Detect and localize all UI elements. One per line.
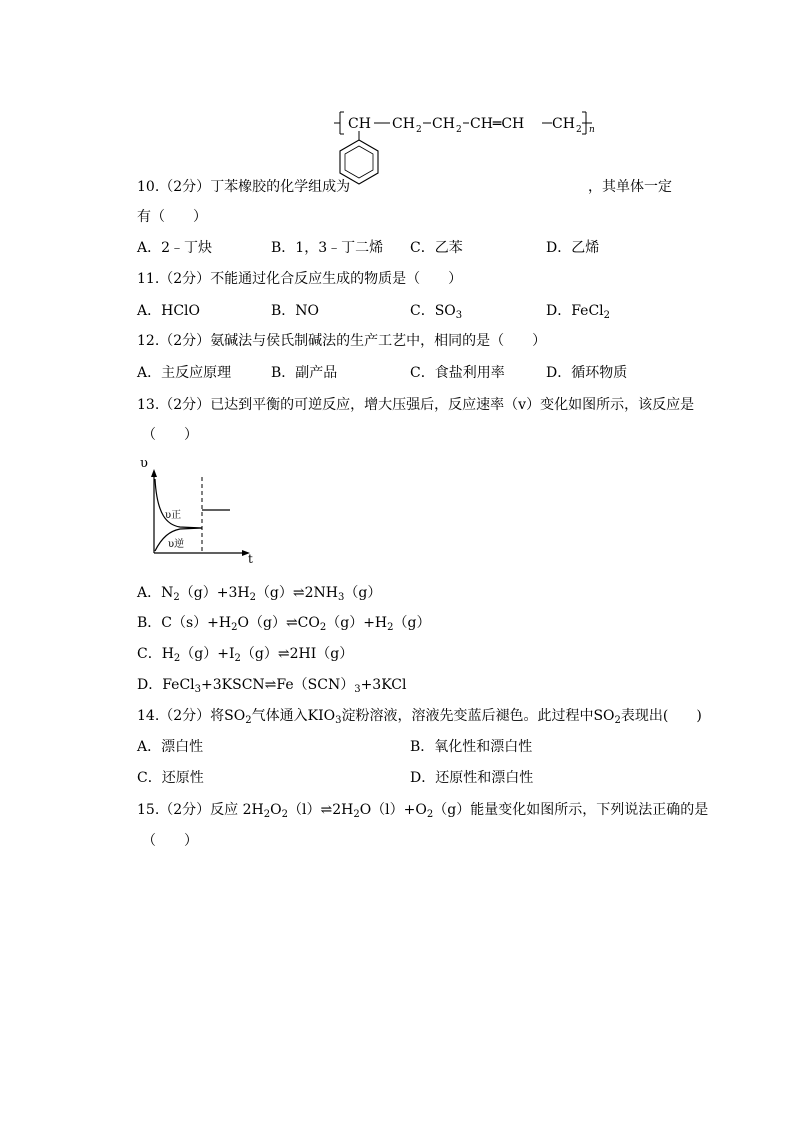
x-axis-label: t: [248, 552, 253, 566]
q10-text-tail: ，其单体一定: [588, 179, 672, 195]
q14-option-b[interactable]: B．氧化性和漂白性: [410, 739, 533, 755]
q10-text-cont: 有（ ）: [137, 209, 207, 225]
q14-stem: 14.（2分）将$SO_2$气体通入$KIO_3$淀粉溶液，溶液先变蓝后褪色。此过程中$SO_2$表现出( ): [137, 708, 702, 726]
q12-option-b[interactable]: B．副产品: [271, 365, 338, 381]
q11-option-d[interactable]: D．FeCl$_2$: [546, 303, 611, 321]
q12-option-a[interactable]: A．主反应原理: [137, 365, 232, 381]
q13-option-b[interactable]: B．$C(s)+H_2O(g)\rightleftharpoons CO_2(g)+H_2(g)$: [137, 615, 431, 633]
q11-option-b[interactable]: B．NO: [271, 303, 320, 319]
y-axis-label: υ: [140, 456, 148, 471]
q14-option-a[interactable]: A．漂白性: [137, 739, 204, 755]
formula-sub-3: 2: [576, 125, 582, 135]
q13-option-a[interactable]: A．$N_2(g)+3H_2(g)\rightleftharpoons 2NH_3(g)$: [137, 585, 382, 603]
q12-score: （2分）: [159, 333, 211, 349]
q13-score: （2分）: [159, 397, 211, 413]
q12-option-c[interactable]: C．食盐利用率: [410, 365, 505, 381]
formula-sub-1: 2: [416, 125, 422, 135]
q10-text: 丁苯橡胶的化学组成为: [210, 179, 351, 195]
q11-number: 11.: [137, 271, 160, 287]
q10-score: （2分）: [159, 179, 211, 195]
formula-ch: CH: [348, 116, 371, 132]
q13-stem: [137, 396, 694, 414]
q10-stem: [137, 178, 350, 196]
q10-number: 10.: [137, 179, 160, 195]
q12-option-d[interactable]: D．循环物质: [546, 365, 628, 381]
q13-option-c[interactable]: C．$H_2(g)+I_2(g)\rightleftharpoons 2HI(g)$: [137, 646, 354, 664]
reverse-rate-label: υ逆: [168, 539, 185, 550]
q12-number: 12.: [137, 333, 160, 349]
q15-stem: 15.（2分）反应 $2H_2O_2(l)\rightleftharpoons 2H_2O(l)+O_2(g)$能量变化如图所示，下列说法正确的是: [137, 802, 709, 820]
forward-rate-label: υ正: [165, 510, 182, 521]
formula-ch2-2: CH: [432, 116, 455, 132]
q11-stem: [137, 270, 462, 288]
q11-text: 不能通过化合反应生成的物质是（ ）: [210, 271, 463, 287]
q11-score: （2分）: [159, 271, 211, 287]
formula-ch2-1: CH: [392, 116, 415, 132]
q13-number: 13.: [137, 397, 160, 413]
q10-option-c[interactable]: C．乙苯: [410, 240, 463, 256]
styrene-butadiene-rubber-formula: [330, 100, 600, 195]
formula-n: n: [589, 125, 595, 135]
q13-option-d[interactable]: D．$FeCl_3+3KSCN\rightleftharpoons Fe(SCN)_3+3KCl$: [137, 677, 407, 695]
q13-text: 已达到平衡的可逆反应，增大压强后，反应速率（v）变化如图所示，该反应是: [210, 397, 695, 413]
formula-sub-2: 2: [456, 125, 462, 135]
rate-time-graph: [132, 455, 262, 567]
q10-option-b[interactable]: B．1，3﹣丁二烯: [271, 240, 384, 256]
formula-ch2-3: CH: [552, 116, 575, 132]
q11-option-c[interactable]: C．$SO_3$: [410, 303, 463, 321]
q13-text-cont: （ ）: [142, 427, 198, 443]
q12-text: 氨碱法与侯氏制碱法的生产工艺中，相同的是（ ）: [210, 333, 547, 349]
q12-stem: [137, 332, 546, 350]
q14-option-d[interactable]: D．还原性和漂白性: [410, 770, 534, 786]
q10-option-a[interactable]: A．2﹣丁炔: [137, 240, 213, 256]
q15-text-cont: （ ）: [142, 833, 198, 849]
q10-option-d[interactable]: D．乙烯: [546, 240, 600, 256]
q14-option-c[interactable]: C．还原性: [137, 770, 204, 786]
q11-option-a[interactable]: A．HClO: [137, 303, 200, 319]
formula-ch-eq-ch: CH═CH: [470, 116, 525, 132]
